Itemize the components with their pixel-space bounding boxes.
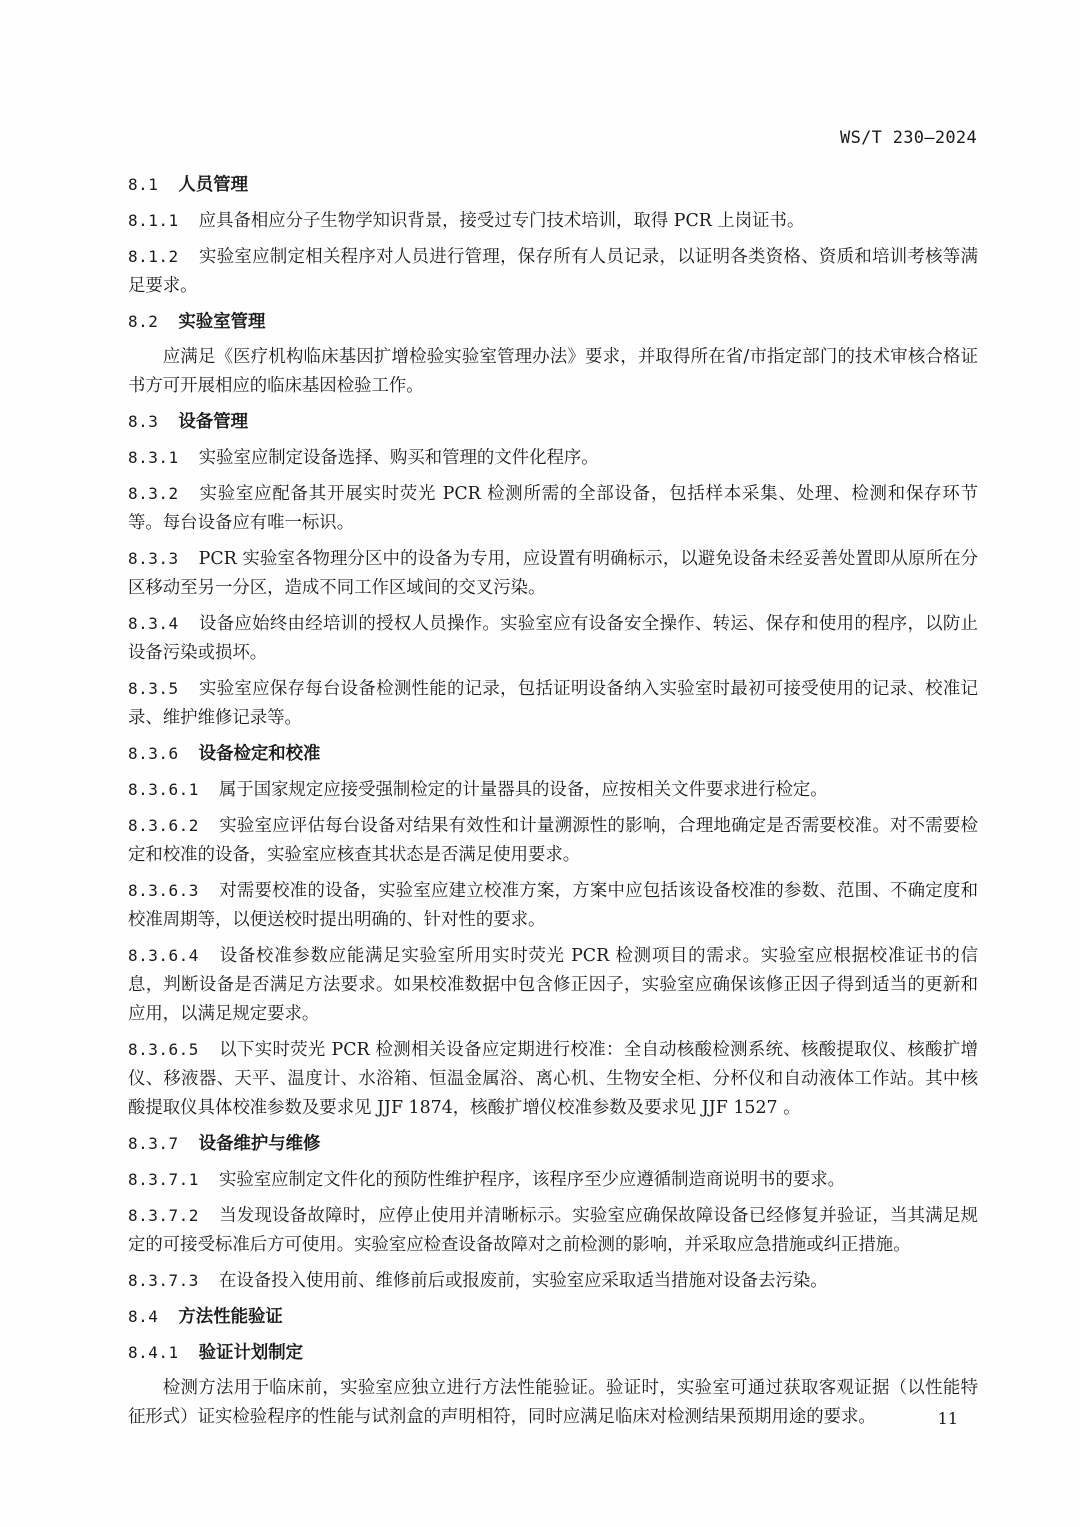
section-heading [128, 1302, 978, 1332]
document-code: WS/T 230—2024 [840, 128, 977, 148]
clause-number: 8.3.6.3 [128, 881, 199, 900]
heading-text: 人员管理 [178, 175, 248, 195]
clause-text: 实验室应评估每台设备对结果有效性和计量溯源性的影响，合理地确定是否需要校准。对不需要检定和校准的设备，实验室应核查其状态是否满足使用要求。 [128, 816, 978, 865]
clause [128, 479, 978, 538]
clause-number: 8.3.5 [128, 679, 179, 698]
clause-number: 8.3.7.3 [128, 1271, 199, 1290]
heading-text: 设备维护与维修 [198, 1134, 321, 1154]
document-body [128, 170, 978, 1438]
clause-text: 以下实时荧光 PCR 检测相关设备应定期进行校准：全自动核酸检测系统、核酸提取仪、核酸扩增仪、移液器、天平、温度计、水浴箱、恒温金属浴、离心机、生物安全柜、分杯仪和自动液体工作站。其中核酸提取仪具体校准参数及要求见 JJF 1874，核酸扩增仪校准参数及要求见 JJF 1527 。 [128, 1040, 978, 1118]
clause-number: 8.3.2 [128, 484, 179, 503]
clause-number: 8.3.3 [128, 549, 179, 568]
clause-number: 8.1.1 [128, 211, 179, 230]
clause-number: 8.3.6.5 [128, 1040, 199, 1059]
heading-text: 设备检定和校准 [198, 744, 321, 764]
section-heading [128, 170, 978, 200]
clause-text: 检测方法用于临床前，实验室应独立进行方法性能验证。验证时，实验室可通过获取客观证据（以性能特征形式）证实检验程序的性能与试剂盒的声明相符，同时应满足临床对检测结果预期用途的要求。 [128, 1378, 978, 1427]
clause-number: 8.3.7 [128, 1134, 179, 1153]
clause-number: 8.3.6.2 [128, 816, 199, 835]
clause-text: 当发现设备故障时，应停止使用并清晰标示。实验室应确保故障设备已经修复并验证，当其满足规定的可接受标准后方可使用。实验室应检查设备故障对之前检测的影响，并采取应急措施或纠正措施。 [128, 1206, 978, 1255]
clause-number: 8.3.6.1 [128, 780, 199, 799]
clause [128, 811, 978, 870]
section-heading [128, 1338, 978, 1368]
clause [128, 1165, 978, 1195]
clause [128, 242, 978, 301]
clause-text: 设备校准参数应能满足实验室所用实时荧光 PCR 检测项目的需求。实验室应根据校准证书的信息，判断设备是否满足方法要求。如果校准数据中包含修正因子，实验室应确保该修正因子得到适当的更新和应用，以满足规定要求。 [128, 946, 978, 1024]
clause-text: 应具备相应分子生物学知识背景，接受过专门技术培训，取得 PCR 上岗证书。 [198, 211, 805, 231]
clause-text: 实验室应制定文件化的预防性维护程序，该程序至少应遵循制造商说明书的要求。 [218, 1170, 846, 1190]
clause [128, 443, 978, 473]
paragraph [128, 343, 978, 401]
clause [128, 609, 978, 668]
clause-number: 8.3.4 [128, 614, 179, 633]
clause-text: 在设备投入使用前、维修前后或报废前，实验室应采取适当措施对设备去污染。 [218, 1271, 828, 1291]
heading-text: 方法性能验证 [178, 1307, 283, 1327]
section-heading [128, 739, 978, 769]
clause-text: 应满足《医疗机构临床基因扩增检验实验室管理办法》要求，并取得所在省/市指定部门的技术审核合格证书方可开展相应的临床基因检验工作。 [128, 347, 978, 396]
clause-number: 8.3.1 [128, 448, 179, 467]
clause-number: 8.3.6.4 [128, 946, 199, 965]
clause [128, 1035, 978, 1123]
heading-text: 设备管理 [178, 412, 248, 432]
clause-text: 实验室应制定设备选择、购买和管理的文件化程序。 [198, 448, 599, 468]
clause-number: 8.1.2 [128, 247, 179, 266]
clause-text: 实验室应制定相关程序对人员进行管理，保存所有人员记录，以证明各类资格、资质和培训考核等满足要求。 [128, 247, 978, 296]
clause-number: 8.1 [128, 175, 159, 194]
clause-text: 对需要校准的设备，实验室应建立校准方案，方案中应包括该设备校准的参数、范围、不确定度和校准周期等，以便送校时提出明确的、针对性的要求。 [128, 881, 978, 930]
clause [128, 876, 978, 935]
clause [128, 1201, 978, 1260]
clause-text: 实验室应配备其开展实时荧光 PCR 检测所需的全部设备，包括样本采集、处理、检测和保存环节等。每台设备应有唯一标识。 [128, 484, 978, 533]
clause-number: 8.3.6 [128, 744, 179, 763]
paragraph [128, 1374, 978, 1432]
clause [128, 206, 978, 236]
section-heading [128, 307, 978, 337]
clause-text: 设备应始终由经培训的授权人员操作。实验室应有设备安全操作、转运、保存和使用的程序，以防止设备污染或损坏。 [128, 614, 978, 663]
heading-text: 验证计划制定 [198, 1343, 304, 1363]
clause [128, 674, 978, 733]
clause-number: 8.2 [128, 312, 159, 331]
clause-number: 8.4 [128, 1307, 159, 1326]
clause [128, 544, 978, 603]
clause-number: 8.3.7.1 [128, 1170, 199, 1189]
section-heading [128, 407, 978, 437]
clause [128, 1266, 978, 1296]
clause-text: 属于国家规定应接受强制检定的计量器具的设备，应按相关文件要求进行检定。 [218, 780, 828, 800]
heading-text: 实验室管理 [178, 312, 266, 332]
clause-text: 实验室应保存每台设备检测性能的记录，包括证明设备纳入实验室时最初可接受使用的记录、校准记录、维护维修记录等。 [128, 679, 978, 728]
page-number: 11 [937, 1409, 958, 1428]
section-heading [128, 1129, 978, 1159]
clause [128, 775, 978, 805]
clause [128, 941, 978, 1029]
clause-number: 8.3.7.2 [128, 1206, 199, 1225]
clause-number: 8.4.1 [128, 1343, 179, 1362]
clause-number: 8.3 [128, 412, 159, 431]
clause-text: PCR 实验室各物理分区中的设备为专用，应设置有明确标示，以避免设备未经妥善处置即从原所在分区移动至另一分区，造成不同工作区域间的交叉污染。 [128, 549, 978, 598]
